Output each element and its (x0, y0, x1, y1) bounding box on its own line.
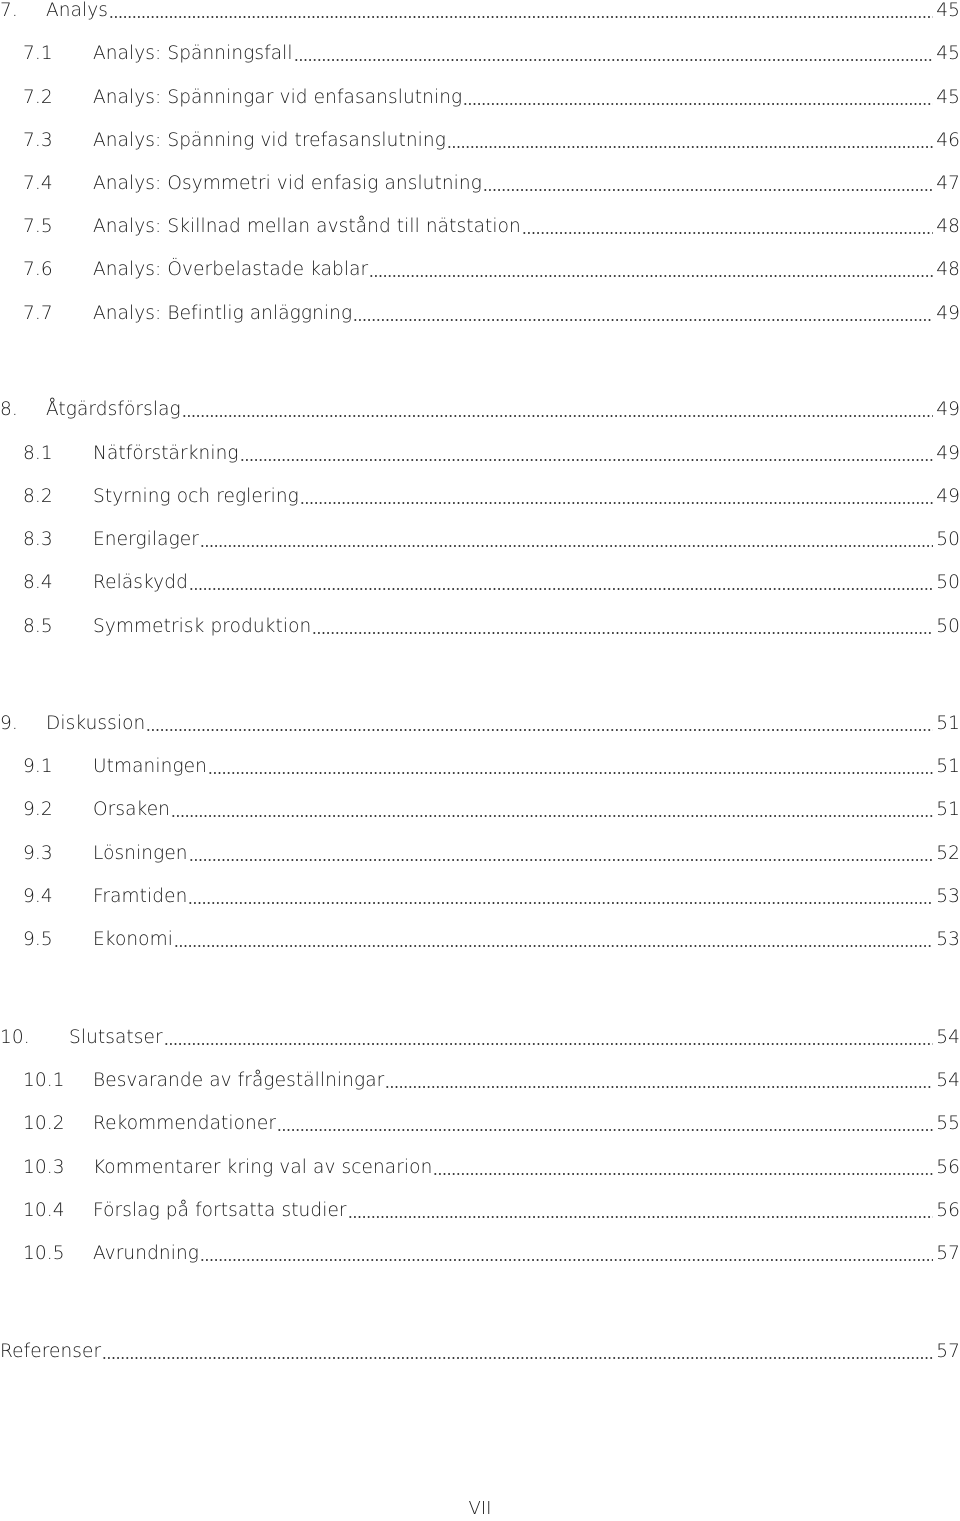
toc-dot-leader (164, 1043, 933, 1045)
toc-dot-leader (146, 729, 933, 731)
toc-number: 7. (0, 0, 18, 21)
toc-page-number: 47 (936, 173, 960, 194)
toc-number: 9.1 (23, 756, 53, 777)
toc-number: 8.1 (23, 443, 53, 464)
toc-title: Symmetrisk produktion (93, 616, 312, 637)
toc-page-number: 48 (936, 259, 960, 280)
toc-number: 10.2 (23, 1113, 65, 1134)
toc-title: Besvarande av frågeställningar (93, 1070, 385, 1091)
toc-entry-10-4[interactable] (0, 1198, 960, 1224)
toc-page-number: 49 (936, 303, 960, 324)
toc-entry-9-5[interactable] (0, 927, 960, 953)
toc-number: 7.2 (23, 87, 53, 108)
toc-number: 8. (0, 399, 18, 420)
toc-dot-leader (208, 772, 933, 774)
toc-dot-leader (109, 16, 933, 18)
toc-number: 8.5 (23, 616, 53, 637)
toc-page-number: 50 (936, 616, 960, 637)
toc-page-number: 50 (936, 529, 960, 550)
toc-number: 9.5 (23, 929, 53, 950)
toc-dot-leader (522, 232, 933, 234)
toc-page-number: 45 (936, 0, 960, 21)
toc-title: Utmaningen (93, 756, 207, 777)
toc-dot-leader (385, 1086, 933, 1088)
toc-page-number: 53 (936, 929, 960, 950)
toc-page-number: 56 (936, 1157, 960, 1178)
toc-title: Ekonomi (93, 929, 173, 950)
toc-title: Analys (46, 0, 109, 21)
toc-entry-7-2[interactable] (0, 85, 960, 111)
toc-dot-leader (294, 59, 933, 61)
toc-title: Framtiden (93, 886, 188, 907)
toc-title: Rekommendationer (93, 1113, 277, 1134)
toc-title: Analys: Spänningar vid enfasanslutning (93, 87, 463, 108)
toc-dot-leader (463, 103, 933, 105)
toc-entry-8-3[interactable] (0, 527, 960, 553)
toc-entry-8-5[interactable] (0, 614, 960, 640)
toc-page-number: 54 (936, 1027, 960, 1048)
toc-page-number: 50 (936, 572, 960, 593)
toc-page-number: 49 (936, 443, 960, 464)
toc-page-number: 48 (936, 216, 960, 237)
toc-page-number: 51 (936, 713, 960, 734)
toc-dot-leader (200, 1259, 933, 1261)
toc-number: 9. (0, 713, 18, 734)
toc-dot-leader (240, 459, 933, 461)
toc-title: Kommentarer kring val av scenarion (93, 1157, 433, 1178)
toc-entry-8[interactable] (0, 397, 960, 423)
toc-number: 8.4 (23, 572, 53, 593)
toc-entry-9[interactable] (0, 711, 960, 737)
toc-title: Förslag på fortsatta studier (93, 1200, 347, 1221)
toc-entry-10-2[interactable] (0, 1111, 960, 1137)
toc-number: 8.2 (23, 486, 53, 507)
toc-title: Lösningen (93, 843, 188, 864)
toc-entry-9-2[interactable] (0, 797, 960, 823)
toc-entry-9-1[interactable] (0, 754, 960, 780)
toc-title: Analys: Spänning vid trefasanslutning (93, 130, 446, 151)
toc-number: 10. (0, 1027, 30, 1048)
page-number-footer: VII (468, 1498, 492, 1519)
toc-number: 7.3 (23, 130, 53, 151)
toc-page-number: 45 (936, 87, 960, 108)
toc-dot-leader (102, 1357, 933, 1359)
toc-dot-leader (174, 945, 933, 947)
toc-page-number: 56 (936, 1200, 960, 1221)
toc-page-number: 52 (936, 843, 960, 864)
toc-page-number: 45 (936, 43, 960, 64)
toc-number: 10.1 (23, 1070, 65, 1091)
toc-page-number: 53 (936, 886, 960, 907)
toc-entry-8-2[interactable] (0, 484, 960, 510)
toc-dot-leader (433, 1173, 933, 1175)
toc-entry-7-5[interactable] (0, 214, 960, 240)
toc-page-number: 49 (936, 399, 960, 420)
toc-entry-10-1[interactable] (0, 1068, 960, 1094)
toc-entry-7-1[interactable] (0, 41, 960, 67)
toc-dot-leader (182, 415, 933, 417)
toc-dot-leader (171, 815, 933, 817)
toc-entry-9-3[interactable] (0, 841, 960, 867)
toc-title: Nätförstärkning (93, 443, 239, 464)
toc-dot-leader (369, 275, 933, 277)
toc-entry-10-5[interactable] (0, 1241, 960, 1267)
toc-number: 9.2 (23, 799, 53, 820)
toc-page-number: 57 (936, 1341, 960, 1362)
toc-title: Analys: Befintlig anläggning (93, 303, 353, 324)
toc-dot-leader (300, 502, 933, 504)
toc-dot-leader (277, 1129, 933, 1131)
toc-entry-7-4[interactable] (0, 171, 960, 197)
toc-number: 10.4 (23, 1200, 65, 1221)
toc-number: 7.5 (23, 216, 53, 237)
toc-page-number: 55 (936, 1113, 960, 1134)
toc-dot-leader (348, 1216, 933, 1218)
toc-number: 7.7 (23, 303, 53, 324)
toc-page-number: 49 (936, 486, 960, 507)
toc-title: Orsaken (93, 799, 171, 820)
toc-dot-leader (189, 859, 933, 861)
toc-entry-7-3[interactable] (0, 128, 960, 154)
toc-entry-10-3[interactable] (0, 1155, 960, 1181)
toc-entry-8-1[interactable] (0, 441, 960, 467)
toc-title: Energilager (93, 529, 199, 550)
toc-number: 7.4 (23, 173, 53, 194)
toc-entry-8-4[interactable] (0, 570, 960, 596)
toc-entry-7[interactable] (0, 0, 960, 24)
toc-title: Referenser (0, 1341, 102, 1362)
toc-page-number: 54 (936, 1070, 960, 1091)
toc-dot-leader (188, 902, 933, 904)
toc-title: Analys: Osymmetri vid enfasig anslutning (93, 173, 482, 194)
toc-title: Diskussion (46, 713, 146, 734)
toc-number: 10.5 (23, 1243, 65, 1264)
toc-dot-leader (189, 588, 933, 590)
toc-title: Analys: Skillnad mellan avstånd till nätstation (93, 216, 521, 237)
toc-dot-leader (200, 545, 933, 547)
toc-title: Avrundning (93, 1243, 200, 1264)
toc-title: Åtgärdsförslag (46, 399, 181, 420)
toc-page-number: 57 (936, 1243, 960, 1264)
toc-dot-leader (447, 146, 933, 148)
toc-number: 8.3 (23, 529, 53, 550)
toc-dot-leader (353, 319, 933, 321)
toc-page-number: 46 (936, 130, 960, 151)
toc-number: 7.6 (23, 259, 53, 280)
toc-number: 7.1 (23, 43, 53, 64)
toc-title: Reläskydd (93, 572, 188, 593)
toc-number: 9.3 (23, 843, 53, 864)
toc-title: Styrning och reglering (93, 486, 299, 507)
toc-entry-9-4[interactable] (0, 884, 960, 910)
toc-number: 9.4 (23, 886, 53, 907)
toc-page-number: 51 (936, 799, 960, 820)
toc-page-number: 51 (936, 756, 960, 777)
toc-number: 10.3 (23, 1157, 65, 1178)
toc-title: Analys: Överbelastade kablar (93, 259, 369, 280)
toc-dot-leader (483, 189, 933, 191)
toc-entry-7-7[interactable] (0, 301, 960, 327)
toc-entry-7-6[interactable] (0, 257, 960, 283)
toc-title: Analys: Spänningsfall (93, 43, 293, 64)
toc-title: Slutsatser (69, 1027, 163, 1048)
toc-entry-referenser[interactable] (0, 1339, 960, 1365)
toc-entry-10[interactable] (0, 1025, 960, 1051)
toc-dot-leader (312, 632, 933, 634)
